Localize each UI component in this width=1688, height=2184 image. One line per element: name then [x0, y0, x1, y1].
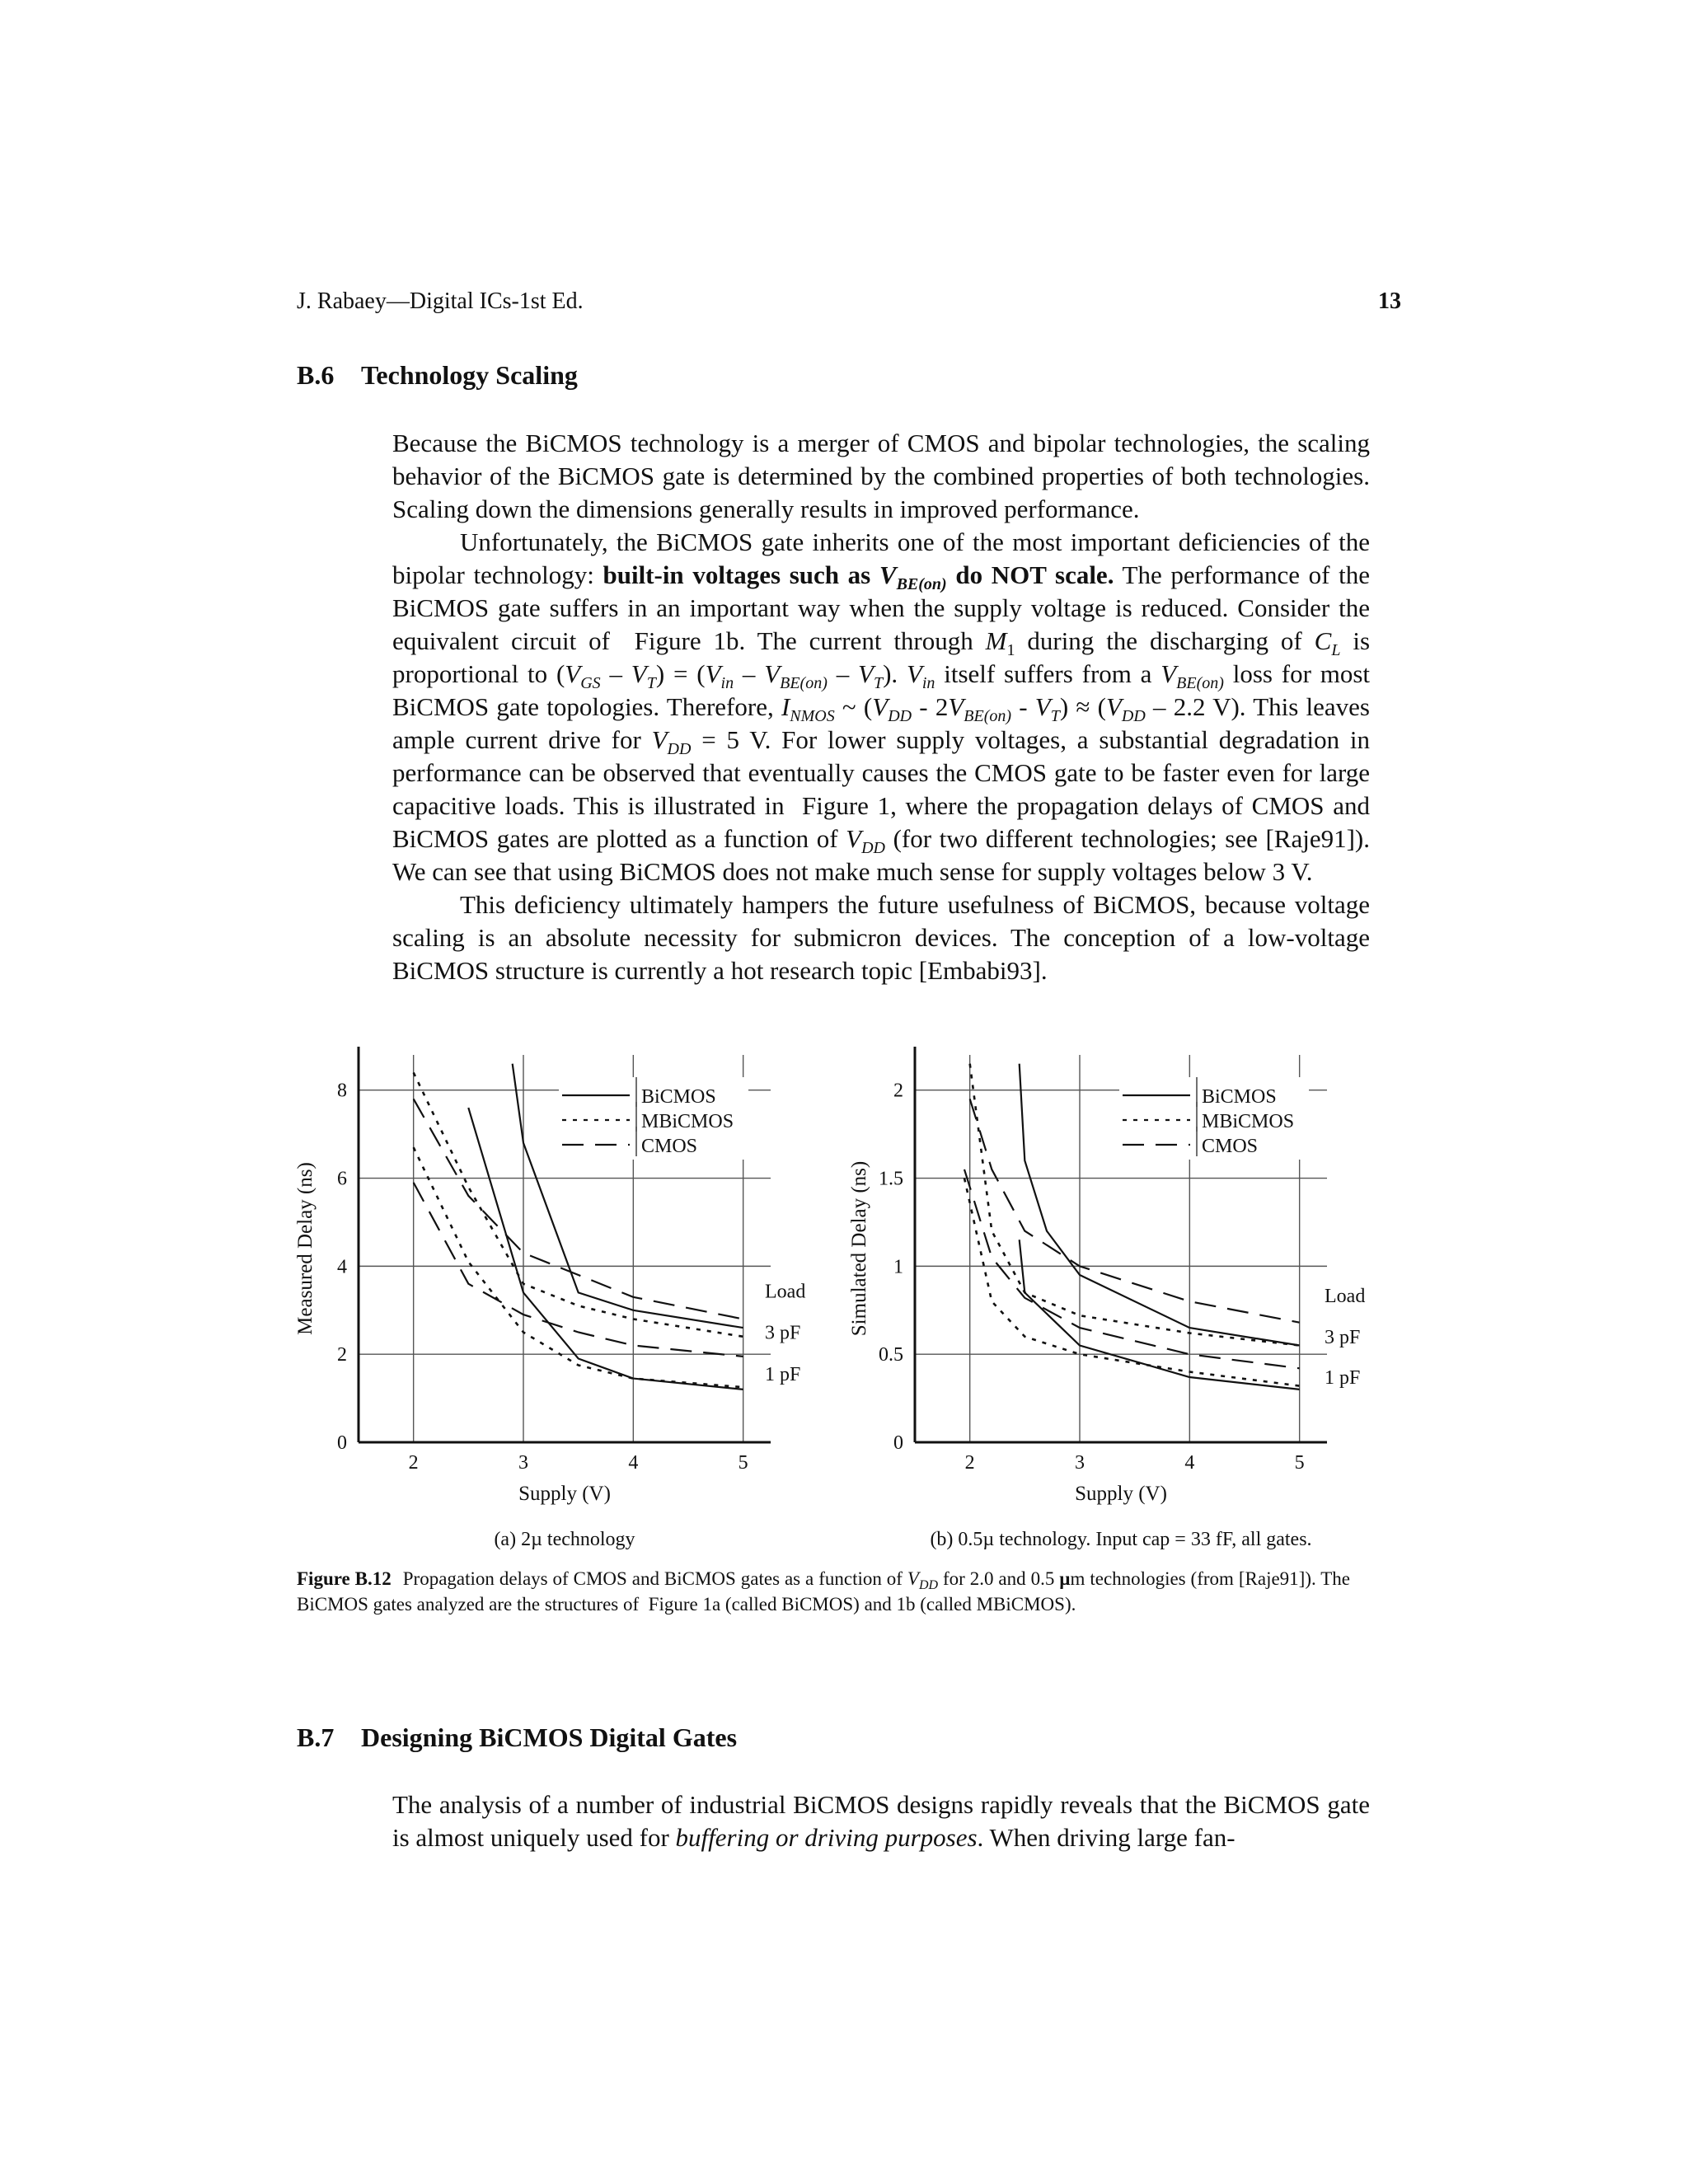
chart-b-x-tick-label: 3 [1075, 1452, 1085, 1474]
figure-caption [297, 1566, 1350, 1617]
chart-b-y-tick-label: 1.5 [879, 1168, 903, 1190]
chart-b-legend-entry: CMOS [1202, 1136, 1259, 1157]
page-number: 13 [1378, 288, 1401, 314]
chart-b-x-tick-label: 5 [1294, 1452, 1305, 1474]
section-title: Technology Scaling [361, 360, 578, 390]
chart-a-svg [288, 1038, 816, 1549]
section-number: B.7 [297, 1722, 335, 1752]
chart-b-y-tick-label: 2 [893, 1080, 903, 1102]
chart-b-series-cmos-1pf [964, 1169, 1300, 1368]
chart-a-y-tick-label: 8 [337, 1080, 347, 1102]
chart-b-subcaption: (b) 0.5µ technology. Input cap = 33 fF, all gates. [930, 1529, 1312, 1549]
section-heading-b7 [297, 1722, 737, 1753]
chart-a-x-tick-label: 3 [518, 1452, 528, 1474]
chart-a-x-axis-label: Supply (V) [518, 1483, 611, 1505]
chart-b-x-tick-label: 2 [964, 1452, 975, 1474]
chart-a-load-label: 3 pF [765, 1322, 801, 1344]
chart-b-y-tick-label: 0.5 [879, 1344, 903, 1366]
chart-a-y-tick-label: 0 [337, 1432, 347, 1454]
chart-a-series-cmos-1pf [414, 1183, 743, 1357]
paragraph: Unfortunately, the BiCMOS gate inherits one of the most important deficiencies of the bipolar technology: built-in voltages such as $V_{BE(on)}$ do NOT scale. The performance of the BiCMOS gate suffers in an important way when the supply voltage is reduced. Consider the equivalent circuit of Figure 1b. The current through $M_1$ during the discharging of $C_L$ is proportional to $(V_{GS} - V_T) = (V_{in} - V_{BE(on)} - V_T)$. $V_{in}$ itself suffers from a $V_{BE(on)}$ loss for most BiCMOS gate topologies. Therefore, $I_{NMOS}$ ~ $(V_{DD} - 2V_{BE(on)} - V_T) \approx (V_{DD} - 2.2$ V). This leaves ample current drive for $V_{DD} = 5$ V. For lower supply voltages, a substantial degradation in performance can be observed that eventually causes the CMOS gate to be faster even for large capacitive loads. This is illustrated in Figure 1, where the propagation delays of CMOS and BiCMOS gates are plotted as a function of $V_{DD}$ (for two different technologies; see [Raje91]). We can see that using BiCMOS does not make much sense for supply voltages below 3 V. [392, 527, 1371, 886]
b7-body [392, 1788, 1370, 1854]
chart-a-y-tick-label: 2 [337, 1344, 347, 1366]
chart-b-svg [841, 1038, 1385, 1549]
chart-b-y-tick-label: 0 [893, 1432, 903, 1454]
chart-b-x-tick-label: 4 [1184, 1452, 1195, 1474]
figure-caption-text: Propagation delays of CMOS and BiCMOS gates as a function of $V_{DD}$ for 2.0 and 0.5 µm technologies (from [Raje91]). The BiCMOS gates analyzed are the structures of Figure 1a (called BiCMOS) and 1b (called MBiCMOS). [297, 1568, 1351, 1615]
chart-a-y-tick-label: 6 [337, 1168, 347, 1190]
chart-b-x-axis-label: Supply (V) [1075, 1483, 1167, 1505]
section-number: B.6 [297, 360, 335, 390]
chart-b [841, 1038, 1385, 1554]
running-title: J. Rabaey—Digital ICs-1st Ed. [297, 288, 584, 314]
chart-a-x-tick-label: 5 [738, 1452, 748, 1474]
chart-a-legend-entry: MBiCMOS [641, 1111, 734, 1132]
chart-a-load-title: Load [765, 1281, 806, 1303]
chart-b-legend [1119, 1077, 1309, 1160]
chart-b-y-tick-label: 1 [893, 1256, 903, 1278]
chart-b-y-axis-label: Simulated Delay (ns) [848, 1160, 870, 1337]
chart-a [288, 1038, 816, 1554]
figure-label: Figure B.12 [297, 1568, 392, 1589]
chart-a-y-tick-label: 4 [337, 1256, 347, 1278]
paragraph: The analysis of a number of industrial BiCMOS designs rapidly reveals that the BiCMOS gate is almost uniquely used for buffering or driving purposes. When driving large fan- [392, 1790, 1370, 1852]
paragraph: This deficiency ultimately hampers the future usefulness of BiCMOS, because voltage scaling is an absolute necessity for submicron devices. The conception of a low-voltage BiCMOS structure is currently a hot research topic [Embabi93]. [392, 890, 1370, 985]
b6-body [392, 427, 1370, 987]
chart-a-x-tick-label: 2 [408, 1452, 419, 1474]
chart-b-legend-entry: MBiCMOS [1202, 1111, 1295, 1132]
chart-a-y-axis-label: Measured Delay (ns) [294, 1162, 316, 1335]
chart-a-series-mbicmos-1pf [414, 1147, 743, 1387]
chart-a-legend-entry: BiCMOS [641, 1086, 716, 1108]
paragraph: Because the BiCMOS technology is a merger of CMOS and bipolar technologies, the scaling behavior of the BiCMOS gate is determined by the combined properties of both technologies. Scaling down the dimensions generally results in improved performance. [392, 429, 1370, 523]
section-title: Designing BiCMOS Digital Gates [361, 1722, 738, 1752]
chart-b-load-label: 3 pF [1325, 1326, 1361, 1348]
chart-a-x-tick-label: 4 [628, 1452, 639, 1474]
chart-a-legend [559, 1077, 748, 1160]
chart-b-legend-entry: BiCMOS [1202, 1086, 1277, 1108]
chart-a-load-label: 1 pF [765, 1364, 801, 1386]
chart-a-subcaption: (a) 2µ technology [494, 1529, 635, 1549]
chart-a-legend-entry: CMOS [641, 1136, 698, 1157]
chart-b-load-label: 1 pF [1325, 1366, 1361, 1389]
chart-b-load-title: Load [1325, 1285, 1366, 1307]
section-heading-b6 [297, 360, 578, 391]
